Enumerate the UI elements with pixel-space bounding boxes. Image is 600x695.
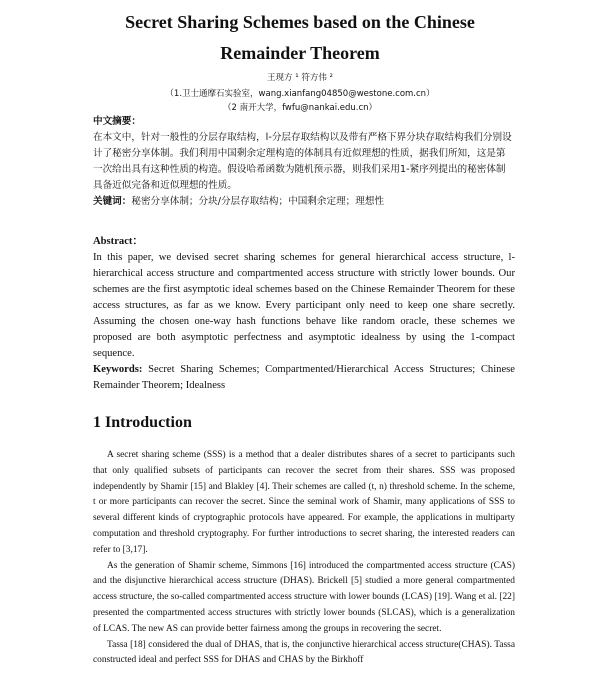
intro-paragraph-1: A secret sharing scheme (SSS) is a method that a dealer distributes shares of a secret to participants such that only qualified subsets of participants can recover the secret from their shares. SSS was proposed independently by Shamir [15] and Blakley [4]. Their schemes are called (t, n) threshold scheme. In the scheme, t or more participants can recover the secret. Since the seminal work of Shamir, many applications of SSS to several different kinds of cryptographic protocols have appeared. For example, the applications in multiparty computation and threshold cryptography. For further introductions to secret sharing, the interested readers can refer to [3,17]. [93, 450, 515, 555]
affiliation-1: （1.卫士通摩石实验室，wang.xianfang04850@westone.com.cn） [165, 89, 435, 99]
section-heading-introduction: 1 Introduction [93, 414, 192, 431]
paper-title-line1: Secret Sharing Schemes based on the Chinese [125, 12, 475, 32]
cn-abstract-text: 在本文中，针对一般性的分层存取结构，l-分层存取结构以及带有严格下界分块存取结构我们分别设计了秘密分享体制。我们利用中国剩余定理构造的体制具有近似理想的性质，据我们所知，这是第一次给出具有这种性质的构造。假设哈希函数为随机预示器，则我们采用1-紧序列提出的秘密体制具备近似完备和近似理想的性质。 [93, 132, 512, 191]
introduction-body [93, 448, 515, 669]
intro-paragraph-3: Tassa [18] considered the dual of DHAS, that is, the conjunctive hierarchical access structure(CHAS). Tassa constructed ideal and perfect SSS for DHAS and CHAS by the Birkhoff [93, 639, 515, 666]
en-abstract [93, 234, 515, 394]
affiliation-2: （2 南开大学，fwfu@nankai.edu.cn） [222, 103, 378, 113]
cn-abstract [93, 114, 515, 210]
cn-abstract-heading: 中文摘要： [93, 116, 141, 127]
cn-keywords-label: 关键词： [93, 196, 132, 207]
intro-paragraph-2: As the generation of Shamir scheme, Simmons [16] introduced the compartmented access structure (CAS) and the disjunctive hierarchical access structure (DHAS). Brickell [5] studied a more general compartmented access structure, the so-called compartmented access structure with lower bounds (LCAS) [19]. Wang et al. [22] presented the compartmented access structures with strictly lower bounds (SLCAS), which is a generalization of LCAS. The new AS can provide better fairness among the groups in recovering the secret. [93, 560, 515, 634]
en-abstract-text: In this paper, we devised secret sharing schemes for general hierarchical access structure, l-hierarchical access structure and compartmented access structure with strictly lower bounds. Our schemes are the first asymptotic ideal schemes based on the Chinese Remainder Theorem for these access structures, as far as we know. Every participant only need to keep one share secretly. Assuming the chosen one-way hash functions behave like random oracle, these schemes we proposed are both asymptotic perfectness and asymptotic idealness by using the 1-compact sequence. [93, 252, 515, 359]
en-abstract-heading: Abstract： [93, 236, 144, 247]
en-keywords-label: Keywords: [93, 364, 143, 375]
en-keywords: Secret Sharing Schemes; Compartmented/Hierarchical Access Structures; Chinese Remainder Theorem; Idealness [93, 364, 515, 391]
cn-keywords: 秘密分享体制；分块/分层存取结构；中国剩余定理；理想性 [131, 196, 385, 207]
paper-title-line2: Remainder Theorem [220, 43, 380, 63]
authors: 王现方 ¹ 符方伟 ² [267, 73, 333, 83]
